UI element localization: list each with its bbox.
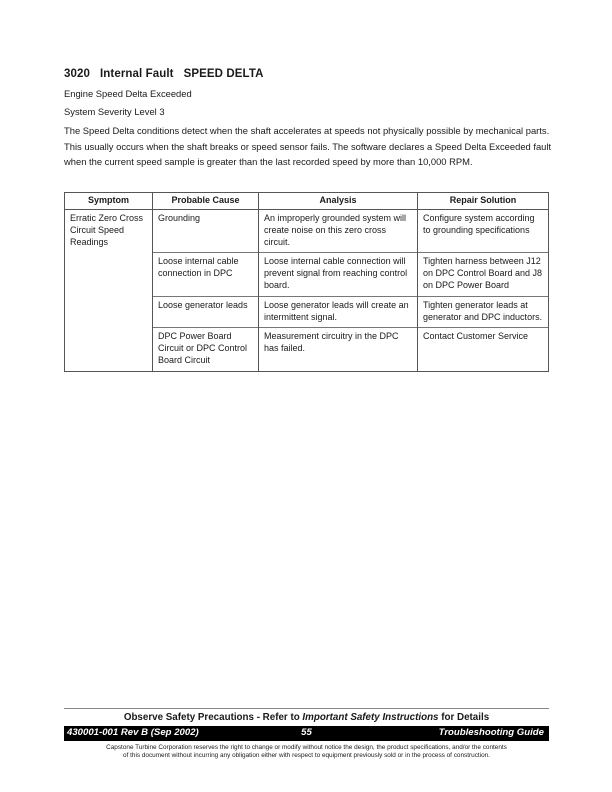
notice-prefix: Observe Safety Precautions - Refer to (123, 712, 303, 723)
notice-suffix: for Details (438, 712, 490, 723)
symptom-cell: Erratic Zero Cross Circuit Speed Readings (65, 210, 153, 372)
header-analysis: Analysis (259, 193, 418, 210)
header-symptom: Symptom (65, 193, 153, 210)
guide-title: Troubleshooting Guide (438, 727, 544, 738)
legal-disclaimer (64, 744, 549, 761)
cause-cell: Loose generator leads (153, 296, 259, 328)
fault-heading (64, 68, 264, 80)
notice-link-text: Important Safety Instructions (302, 712, 439, 723)
troubleshooting-table (64, 192, 549, 372)
solution-cell: Tighten harness between J12 on DPC Control Board and J8 on DPC Power Board (418, 253, 549, 296)
footer-divider (64, 708, 549, 709)
table-row (65, 210, 549, 253)
solution-cell: Tighten generator leads at generator and DPC inductors. (418, 296, 549, 328)
fault-code: 3020 (64, 68, 90, 80)
header-repair-solution: Repair Solution (418, 193, 549, 210)
analysis-cell: Loose generator leads will create an intermittent signal. (259, 296, 418, 328)
disclaimer-line: Capstone Turbine Corporation reserves the right to change or modify without notice the design, the product specifications, and/or the contents (106, 744, 507, 751)
cause-cell: DPC Power Board Circuit or DPC Control Board Circuit (153, 328, 259, 371)
fault-type: Internal Fault (99, 68, 174, 80)
analysis-cell: Measurement circuitry in the DPC has failed. (259, 328, 418, 371)
disclaimer-line: of this document without incurring any obligation either with respect to equipment previously sold or in the process of construction. (123, 752, 490, 760)
fault-description: The Speed Delta conditions detect when the shaft accelerates at speeds not physically possible by mechanical parts. This usually occurs when the shaft breaks or speed sensor fails. The software declares a Speed Delta Exceeded fault when the current speed sample is greater than the last recorded speed by more than 10,000 RPM. (64, 125, 552, 167)
severity-level: System Severity Level 3 (64, 106, 165, 117)
safety-notice (64, 712, 549, 723)
solution-cell: Contact Customer Service (418, 328, 549, 371)
cause-cell: Grounding (153, 210, 259, 253)
table-header-row (65, 193, 549, 210)
document-id: 430001-001 Rev B (Sep 2002) (67, 727, 199, 738)
fault-subtitle: Engine Speed Delta Exceeded (64, 88, 192, 99)
page-number: 55 (301, 727, 312, 738)
solution-cell: Configure system according to grounding specifications (418, 210, 549, 253)
header-probable-cause: Probable Cause (153, 193, 259, 210)
footer-bar (64, 726, 549, 741)
cause-cell: Loose internal cable connection in DPC (153, 253, 259, 296)
analysis-cell: Loose internal cable connection will prevent signal from reaching control board. (259, 253, 418, 296)
fault-name: SPEED DELTA (183, 68, 264, 80)
analysis-cell: An improperly grounded system will create noise on this zero cross circuit. (259, 210, 418, 253)
